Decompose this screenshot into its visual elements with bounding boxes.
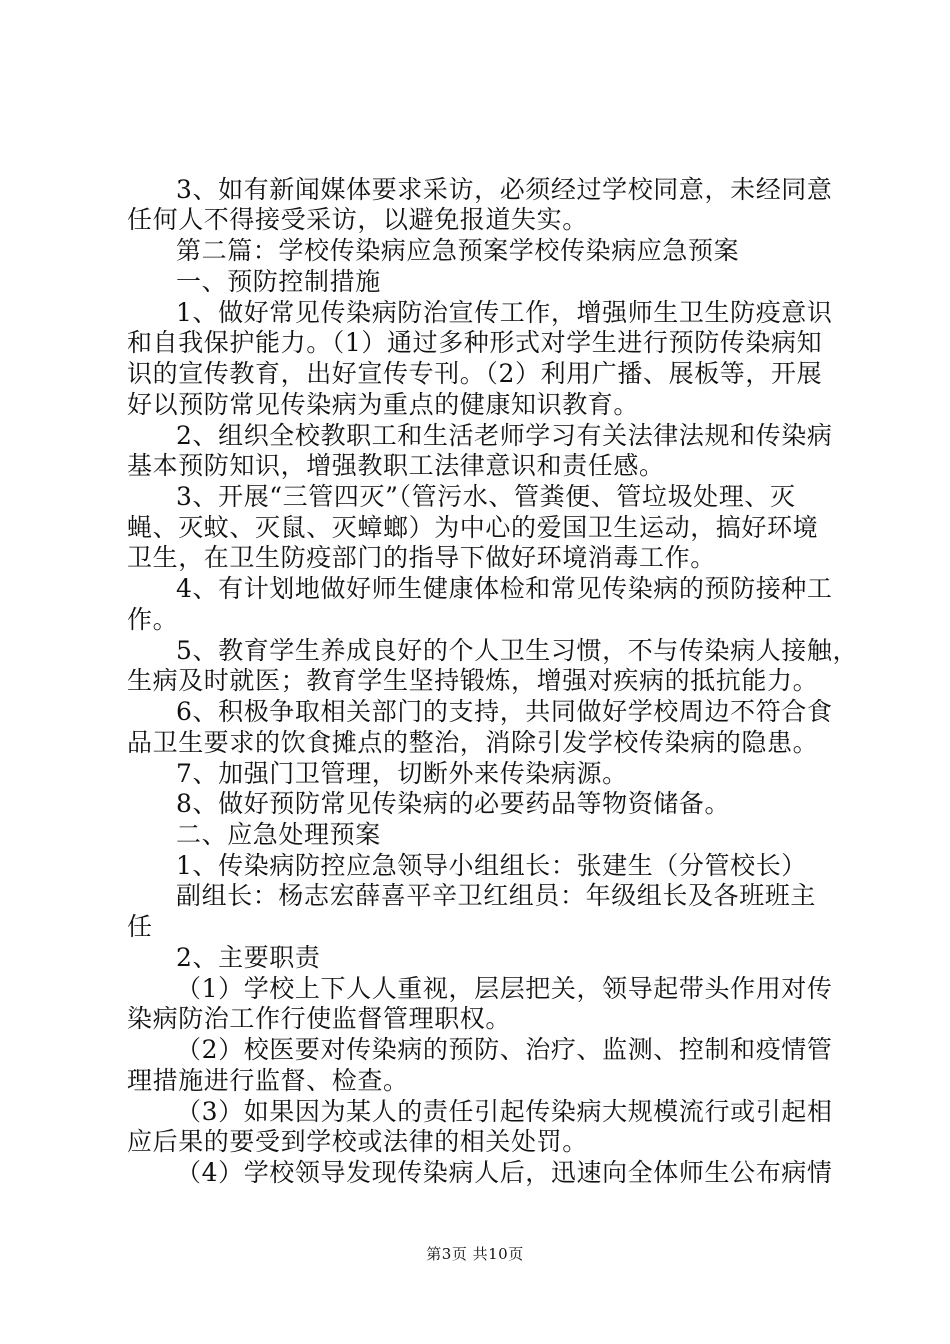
paragraph-line: 5、教育学生养成良好的个人卫生习惯，不与传染病人接触， bbox=[176, 636, 859, 665]
section-heading: 二、应急处理预案 bbox=[176, 820, 381, 849]
paragraph-line: （2）校医要对传染病的预防、治疗、监测、控制和疫情管 bbox=[176, 1035, 833, 1064]
paragraph-line: 任何人不得接受采访，以避免报道失实。 bbox=[127, 205, 588, 234]
section-heading: 一、预防控制措施 bbox=[176, 267, 381, 296]
paragraph-line: 识的宣传教育，出好宣传专刊。（2）利用广播、展板等，开展 bbox=[127, 359, 823, 388]
paragraph-line: 3、开展“三管四灭”（管污水、管粪便、管垃圾处理、灭 bbox=[176, 482, 796, 511]
paragraph-line: 2、主要职责 bbox=[176, 943, 321, 972]
paragraph-line: （3）如果因为某人的责任引起传染病大规模流行或引起相 bbox=[176, 1097, 833, 1126]
paragraph-line: 副组长：杨志宏薛喜平辛卫红组员：年级组长及各班班主 bbox=[176, 881, 817, 910]
paragraph-line: 3、如有新闻媒体要求采访，必须经过学校同意，未经同意 bbox=[176, 175, 833, 204]
section-heading: 第二篇：学校传染病应急预案学校传染病应急预案 bbox=[176, 236, 740, 265]
paragraph-line: （1）学校上下人人重视，层层把关，领导起带头作用对传 bbox=[176, 974, 833, 1003]
paragraph-line: 和自我保护能力。（1）通过多种形式对学生进行预防传染病知 bbox=[127, 328, 823, 357]
paragraph-line: 蝇、灭蚊、灭鼠、灭蟑螂）为中心的爱国卫生运动，搞好环境 bbox=[127, 513, 819, 542]
paragraph-line: 应后果的要受到学校或法律的相关处罚。 bbox=[127, 1127, 588, 1156]
paragraph-line: 作。 bbox=[127, 605, 179, 634]
paragraph-line: 品卫生要求的饮食摊点的整治，消除引发学校传染病的隐患。 bbox=[127, 728, 819, 757]
paragraph-line: 染病防治工作行使监督管理职权。 bbox=[127, 1004, 512, 1033]
paragraph-line: 理措施进行监督、检查。 bbox=[127, 1066, 409, 1095]
paragraph-line: 8、做好预防常见传染病的必要药品等物资储备。 bbox=[176, 789, 731, 818]
page-number-footer: 第3页 共10页 bbox=[426, 1245, 524, 1263]
paragraph-line: 好以预防常见传染病为重点的健康知识教育。 bbox=[127, 390, 640, 419]
paragraph-line: 基本预防知识，增强教职工法律意识和责任感。 bbox=[127, 451, 665, 480]
paragraph-line: 1、传染病防控应急领导小组组长：张建生（分管校长） bbox=[176, 851, 807, 880]
paragraph-line: 6、积极争取相关部门的支持，共同做好学校周边不符合食 bbox=[176, 697, 833, 726]
paragraph-line: 生病及时就医；教育学生坚持锻炼，增强对疾病的抵抗能力。 bbox=[127, 666, 819, 695]
paragraph-line: 4、有计划地做好师生健康体检和常见传染病的预防接种工 bbox=[176, 574, 833, 603]
paragraph-line: 2、组织全校教职工和生活老师学习有关法律法规和传染病 bbox=[176, 421, 833, 450]
paragraph-line: 任 bbox=[127, 912, 153, 941]
paragraph-line: 1、做好常见传染病防治宣传工作，增强师生卫生防疫意识 bbox=[176, 298, 833, 327]
paragraph-line: 7、加强门卫管理，切断外来传染病源。 bbox=[176, 759, 628, 788]
paragraph-line: （4）学校领导发现传染病人后，迅速向全体师生公布病情 bbox=[176, 1158, 833, 1187]
paragraph-line: 卫生，在卫生防疫部门的指导下做好环境消毒工作。 bbox=[127, 543, 716, 572]
